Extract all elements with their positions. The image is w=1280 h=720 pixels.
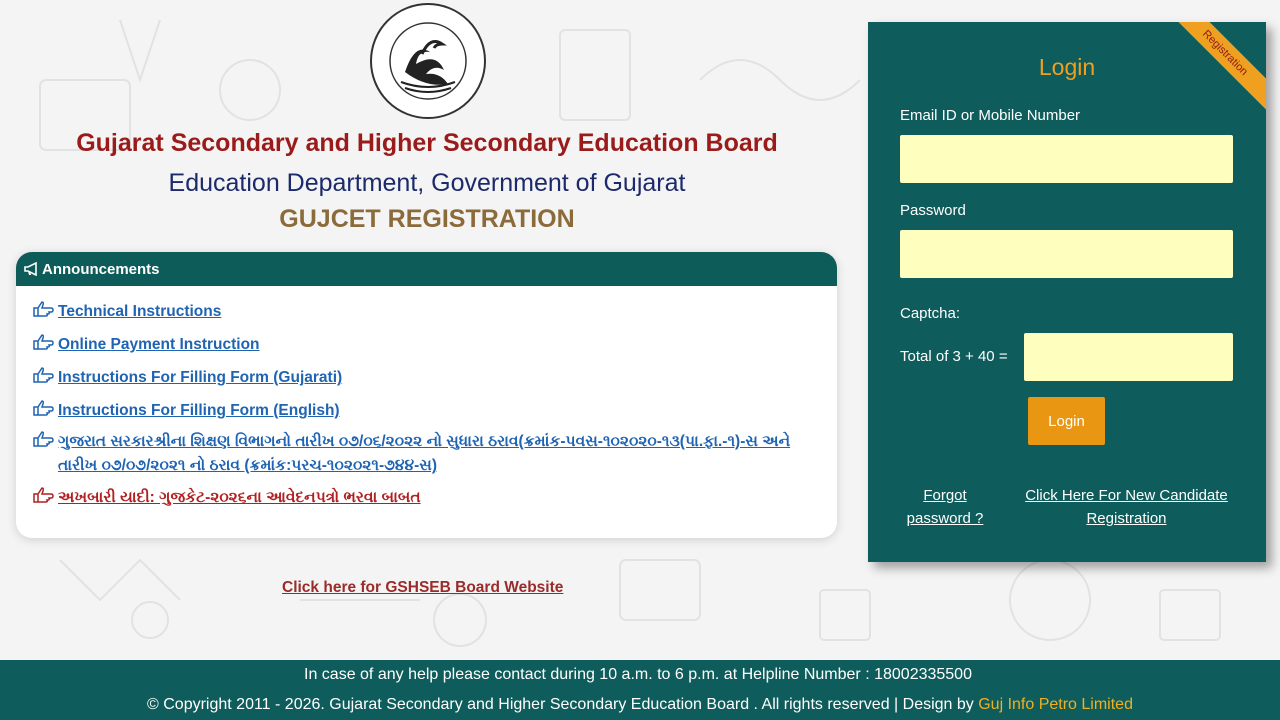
- captcha-label: Captcha:: [900, 305, 961, 322]
- board-website-link[interactable]: Click here for GSHSEB Board Website: [282, 579, 564, 596]
- pointing-hand-icon: [32, 366, 54, 384]
- list-item: [32, 300, 221, 324]
- list-item: [32, 430, 828, 478]
- forgot-line2: password ?: [906, 510, 984, 527]
- pointing-hand-icon: [32, 300, 54, 318]
- announcements-header: [16, 252, 837, 286]
- pointing-hand-icon: [32, 430, 54, 448]
- login-title: Login: [1038, 54, 1096, 80]
- list-item: [32, 333, 260, 357]
- announcements-heading: Announcements: [42, 260, 160, 278]
- registration-title: GUJCET REGISTRATION: [279, 205, 575, 233]
- forgot-password-link[interactable]: [890, 484, 1000, 530]
- email-label: Email ID or Mobile Number: [900, 107, 1081, 124]
- login-button[interactable]: Login: [1028, 397, 1105, 445]
- instructions-gujarati-link[interactable]: Instructions For Filling Form (Gujarati): [58, 369, 343, 386]
- list-item: [32, 399, 340, 423]
- login-panel: [868, 22, 1266, 562]
- copyright-text: © Copyright 2011 - 2026. Gujarat Secondary and Higher Secondary Education Board . All rights reserved | Design by: [147, 696, 979, 713]
- pointing-hand-icon: [32, 399, 54, 417]
- press-release-link[interactable]: અખબારી યાદી: ગુજકેટ-૨૦૨૬ના આવેદનપત્રો ભરવા બાબત: [58, 489, 421, 506]
- new-candidate-line1: Click Here For New Candidate: [1025, 487, 1228, 504]
- email-field[interactable]: [900, 135, 1233, 183]
- list-item: [32, 366, 342, 390]
- announcements-panel: [16, 252, 837, 538]
- gshseb-logo: [367, 2, 489, 120]
- designer-link[interactable]: Guj Info Petro Limited: [978, 696, 1133, 713]
- list-item: [32, 486, 421, 510]
- instructions-english-link[interactable]: Instructions For Filling Form (English): [58, 402, 340, 419]
- password-label: Password: [900, 202, 966, 219]
- captcha-question: Total of 3 + 40 =: [900, 348, 1008, 365]
- megaphone-icon: [24, 262, 40, 276]
- registration-ribbon: Registration: [1164, 22, 1266, 114]
- board-title: Gujarat Secondary and Higher Secondary Education Board: [76, 129, 778, 157]
- captcha-field[interactable]: [1024, 333, 1233, 381]
- pointing-hand-icon: [32, 486, 54, 504]
- footer: [0, 660, 1280, 720]
- online-payment-instruction-link[interactable]: Online Payment Instruction: [58, 336, 260, 353]
- copyright-line: [0, 696, 1280, 714]
- pointing-hand-icon: [32, 333, 54, 351]
- government-resolution-link[interactable]: ગુજરાત સરકારશ્રીના શિક્ષણ વિભાગનો તારીખ ૦૭/૦૬/૨૦૨૨ નો સુધારા ઠરાવ(ક્રમાંક-પવસ-૧૦૨૦૨૦-૧૩(પા.ફા.-૧)-સ અને તારીખ ૦૭/૦૭/૨૦૨૧ નો ઠરાવ (ક્રમાંક:પરચ-૧૦૨૦૨૧-૭૪૪-સ): [58, 433, 791, 474]
- technical-instructions-link[interactable]: Technical Instructions: [58, 303, 222, 320]
- password-field[interactable]: [900, 230, 1233, 278]
- new-candidate-registration-link[interactable]: [1014, 484, 1239, 530]
- department-title: Education Department, Government of Gujarat: [168, 169, 686, 197]
- new-candidate-line2: Registration: [1086, 510, 1167, 527]
- helpline-text: In case of any help please contact during 10 a.m. to 6 p.m. at Helpline Number : 18002335500: [304, 666, 972, 683]
- forgot-line1: Forgot: [923, 487, 967, 504]
